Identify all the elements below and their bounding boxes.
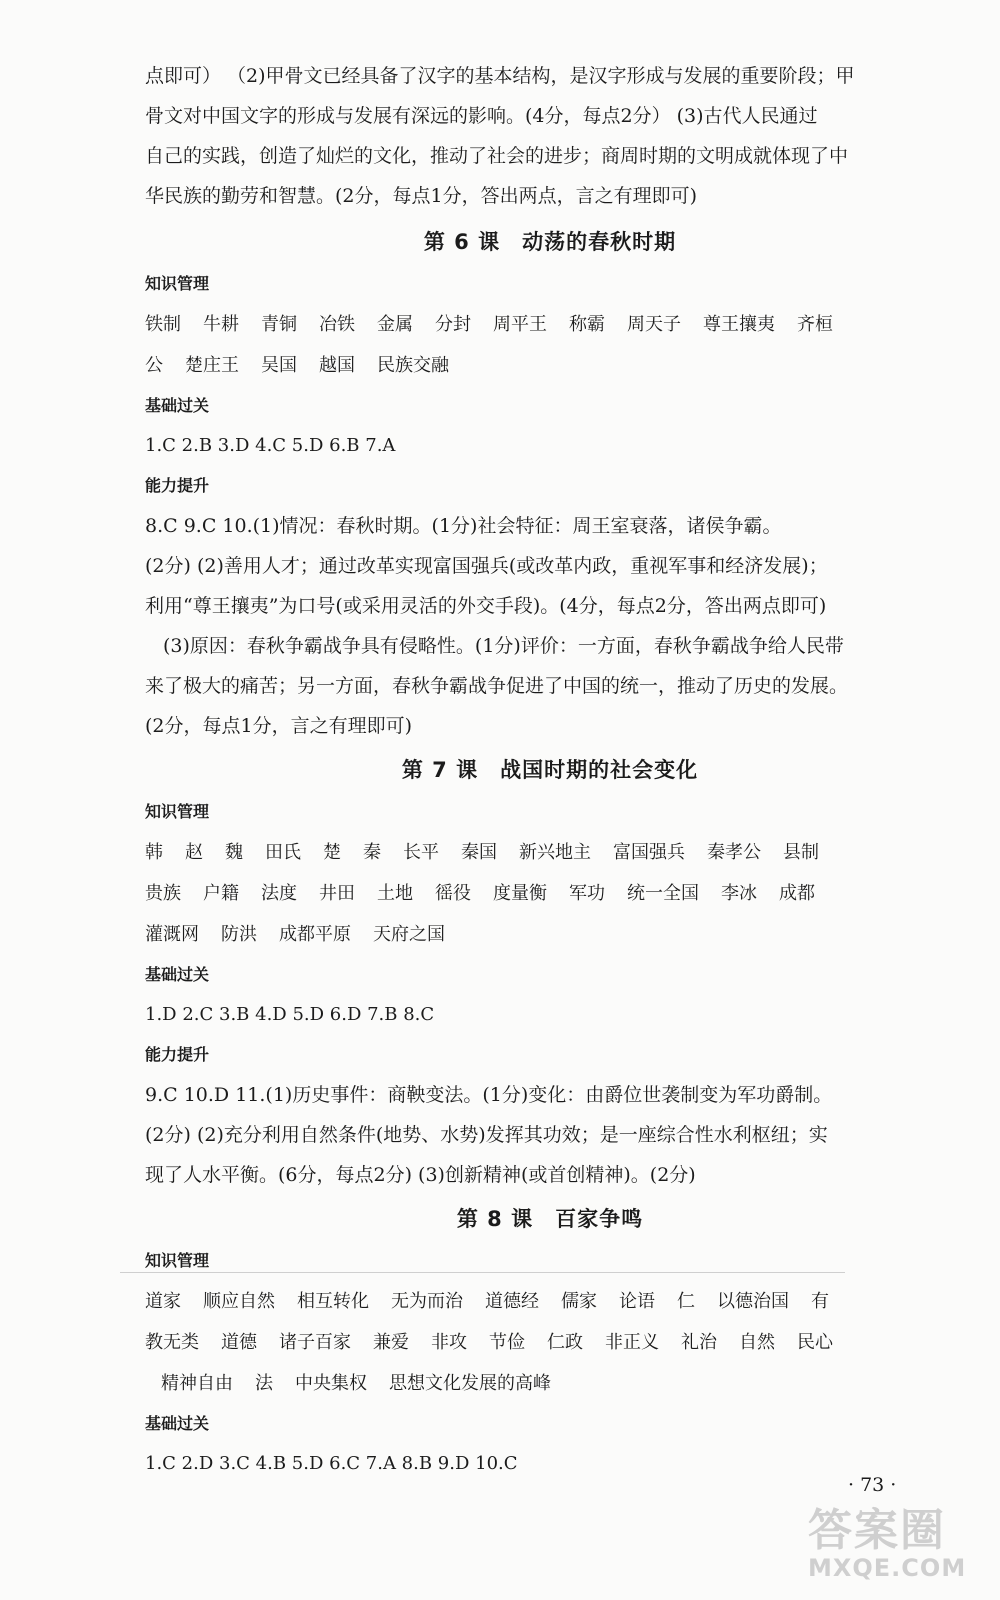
term: 自然 (739, 1332, 775, 1353)
terms-row (145, 873, 955, 914)
term: 秦 (363, 842, 381, 863)
term: 富国强兵 (613, 842, 685, 863)
lesson-heading (145, 1197, 955, 1241)
term: 军功 (569, 883, 605, 904)
term: 民族交融 (377, 355, 449, 376)
knowledge-label: 知识管理 (145, 802, 210, 821)
lesson-8-section (145, 1197, 955, 1484)
lesson-title: 战国时期的社会变化 (500, 758, 699, 782)
lesson-title: 百家争鸣 (555, 1207, 644, 1231)
text-line: 华民族的勤劳和智慧。(2分，每点1分，答出两点，言之有理即可) (145, 185, 698, 207)
term: 思想文化发展的高峰 (389, 1373, 551, 1394)
text-line: (2分) (2)充分利用自然条件(地势、水势)发挥其功效；是一座综合性水利枢纽；实 (145, 1124, 828, 1146)
basic-answers: 1.C 2.D 3.C 4.B 5.D 6.C 7.A 8.B 9.D 10.C (145, 1453, 518, 1474)
text-line: 9.C 10.D 11.(1)历史事件：商鞅变法。(1分)变化：由爵位世袭制变为军功爵制。 (145, 1084, 833, 1106)
text-line: 8.C 9.C 10.(1)情况：春秋时期。(1分)社会特征：周王室衰落，诸侯争霸。 (145, 515, 782, 537)
lesson-heading (145, 748, 955, 792)
terms-row (145, 832, 955, 873)
basic-answers: 1.C 2.B 3.D 4.C 5.D 6.B 7.A (145, 435, 396, 456)
lesson-heading (145, 220, 955, 264)
term: 论语 (619, 1291, 655, 1312)
text-line: (3)原因：春秋争霸战争具有侵略性。(1分)评价：一方面，春秋争霸战争给人民带 (163, 635, 844, 657)
term: 吴国 (261, 355, 297, 376)
term: 成都 (779, 883, 815, 904)
term: 顺应自然 (203, 1291, 275, 1312)
term: 道德经 (485, 1291, 539, 1312)
term: 秦孝公 (707, 842, 761, 863)
term: 公 (145, 355, 163, 376)
text-line: 利用“尊王攘夷”为口号(或采用灵活的外交手段)。(4分，每点2分，答出两点即可) (145, 595, 827, 617)
watermark-url: MXQE.COM (808, 1554, 967, 1582)
term: 徭役 (435, 883, 471, 904)
term: 道家 (145, 1291, 181, 1312)
term: 教无类 (145, 1332, 199, 1353)
term: 度量衡 (493, 883, 547, 904)
term: 韩 (145, 842, 163, 863)
term: 县制 (783, 842, 819, 863)
term: 非正义 (605, 1332, 659, 1353)
terms-row (145, 914, 955, 955)
term: 道德 (221, 1332, 257, 1353)
term: 天府之国 (373, 924, 445, 945)
text-line: 点即可） （2)甲骨文已经具备了汉字的基本结构，是汉字形成与发展的重要阶段；甲 (145, 65, 855, 87)
term: 尊王攘夷 (703, 314, 775, 335)
lesson-number: 第 8 课 (456, 1207, 534, 1231)
term: 牛耕 (203, 314, 239, 335)
term: 秦国 (461, 842, 497, 863)
term: 李冰 (721, 883, 757, 904)
term: 越国 (319, 355, 355, 376)
term: 户籍 (203, 883, 239, 904)
term: 称霸 (569, 314, 605, 335)
term: 兼爱 (373, 1332, 409, 1353)
lesson-6-section (145, 220, 955, 746)
terms-row (145, 1281, 955, 1322)
term: 成都平原 (279, 924, 351, 945)
lesson-7-section (145, 748, 955, 1195)
term: 相互转化 (297, 1291, 369, 1312)
term: 仁政 (547, 1332, 583, 1353)
terms-row (145, 1363, 955, 1404)
term: 齐桓 (797, 314, 833, 335)
term: 赵 (185, 842, 203, 863)
ability-label: 能力提升 (145, 1045, 210, 1064)
term: 周天子 (627, 314, 681, 335)
term: 仁 (677, 1291, 695, 1312)
text-line: (2分，每点1分，言之有理即可) (145, 715, 413, 737)
knowledge-label: 知识管理 (145, 274, 210, 293)
term: 冶铁 (319, 314, 355, 335)
term: 田氏 (265, 842, 301, 863)
term: 精神自由 (161, 1373, 233, 1394)
term: 魏 (225, 842, 243, 863)
ability-label: 能力提升 (145, 476, 210, 495)
term: 灌溉网 (145, 924, 199, 945)
term: 中央集权 (295, 1373, 367, 1394)
term: 民心 (797, 1332, 833, 1353)
terms-row (145, 304, 955, 345)
knowledge-label: 知识管理 (145, 1251, 210, 1270)
term: 铁制 (145, 314, 181, 335)
text-line: 自己的实践，创造了灿烂的文化，推动了社会的进步；商周时期的文明成就体现了中 (145, 145, 849, 167)
term: 法 (255, 1373, 273, 1394)
term: 长平 (403, 842, 439, 863)
basic-label: 基础过关 (145, 965, 210, 984)
carryover-answer (145, 56, 955, 216)
term: 法度 (261, 883, 297, 904)
terms-row (145, 345, 955, 386)
text-line: 骨文对中国文字的形成与发展有深远的影响。(4分，每点2分） (3)古代人民通过 (145, 105, 818, 127)
term: 青铜 (261, 314, 297, 335)
term: 土地 (377, 883, 413, 904)
text-line: 现了人水平衡。(6分，每点2分) (3)创新精神(或首创精神)。(2分) (145, 1164, 696, 1186)
term: 节俭 (489, 1332, 525, 1353)
term: 贵族 (145, 883, 181, 904)
term: 非攻 (431, 1332, 467, 1353)
term: 统一全国 (627, 883, 699, 904)
term: 井田 (319, 883, 355, 904)
term: 有 (811, 1291, 829, 1312)
watermark-text: 答案圈 (808, 1505, 946, 1556)
term: 以德治国 (717, 1291, 789, 1312)
text-line: 来了极大的痛苦；另一方面，春秋争霸战争促进了中国的统一，推动了历史的发展。 (145, 675, 849, 697)
watermark-logo (808, 1494, 978, 1594)
term: 防洪 (221, 924, 257, 945)
text-line: (2分) (2)善用人才；通过改革实现富国强兵(或改革内政，重视军事和经济发展)； (145, 555, 828, 577)
term: 楚 (323, 842, 341, 863)
term: 诸子百家 (279, 1332, 351, 1353)
term: 儒家 (561, 1291, 597, 1312)
lesson-number: 第 6 课 (423, 230, 501, 254)
term: 周平王 (493, 314, 547, 335)
lesson-number: 第 7 课 (401, 758, 479, 782)
term: 礼治 (681, 1332, 717, 1353)
basic-label: 基础过关 (145, 396, 210, 415)
page-number: · 73 · (848, 1474, 897, 1496)
basic-answers: 1.D 2.C 3.B 4.D 5.D 6.D 7.B 8.C (145, 1004, 435, 1025)
lesson-title: 动荡的春秋时期 (522, 230, 677, 254)
terms-row (145, 1322, 955, 1363)
basic-label: 基础过关 (145, 1414, 210, 1433)
term: 新兴地主 (519, 842, 591, 863)
term: 分封 (435, 314, 471, 335)
term: 楚庄王 (185, 355, 239, 376)
term: 金属 (377, 314, 413, 335)
answer-page (145, 0, 955, 1484)
term: 无为而治 (391, 1291, 463, 1312)
divider-line (120, 1272, 845, 1273)
